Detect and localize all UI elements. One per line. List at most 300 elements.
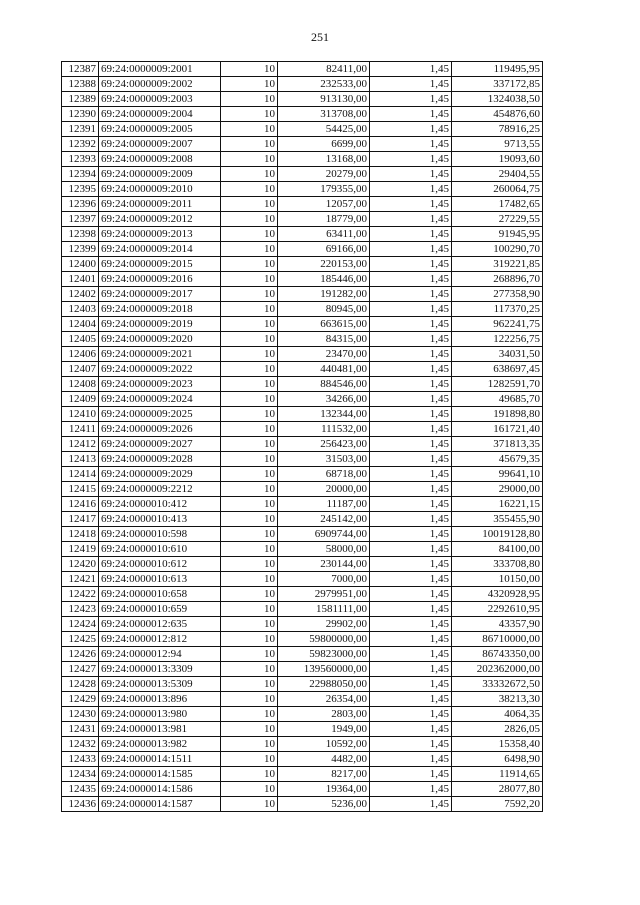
table-row: [62, 152, 543, 167]
row-number-cell: 12414: [62, 467, 99, 482]
coefficient-cell: 1,45: [370, 392, 452, 407]
base-value-cell: 18779,00: [278, 212, 370, 227]
result-value-cell: 268896,70: [452, 272, 543, 287]
category-cell: 10: [221, 587, 278, 602]
row-number-cell: 12391: [62, 122, 99, 137]
table-row: [62, 632, 543, 647]
category-cell: 10: [221, 167, 278, 182]
coefficient-cell: 1,45: [370, 317, 452, 332]
table-row: [62, 707, 543, 722]
coefficient-cell: 1,45: [370, 467, 452, 482]
cadastral-value-table: [61, 61, 543, 812]
table-row: [62, 287, 543, 302]
row-number-cell: 12390: [62, 107, 99, 122]
cadastral-number-cell: 69:24:0000009:2013: [99, 227, 221, 242]
result-value-cell: 277358,90: [452, 287, 543, 302]
base-value-cell: 232533,00: [278, 77, 370, 92]
base-value-cell: 132344,00: [278, 407, 370, 422]
row-number-cell: 12426: [62, 647, 99, 662]
coefficient-cell: 1,45: [370, 302, 452, 317]
coefficient-cell: 1,45: [370, 407, 452, 422]
result-value-cell: 7592,20: [452, 797, 543, 812]
row-number-cell: 12434: [62, 767, 99, 782]
base-value-cell: 63411,00: [278, 227, 370, 242]
table-row: [62, 737, 543, 752]
base-value-cell: 26354,00: [278, 692, 370, 707]
row-number-cell: 12410: [62, 407, 99, 422]
cadastral-number-cell: 69:24:0000009:2015: [99, 257, 221, 272]
result-value-cell: 19093,60: [452, 152, 543, 167]
category-cell: 10: [221, 767, 278, 782]
row-number-cell: 12417: [62, 512, 99, 527]
cadastral-number-cell: 69:24:0000009:2004: [99, 107, 221, 122]
base-value-cell: 20000,00: [278, 482, 370, 497]
row-number-cell: 12397: [62, 212, 99, 227]
table-row: [62, 362, 543, 377]
category-cell: 10: [221, 107, 278, 122]
category-cell: 10: [221, 362, 278, 377]
row-number-cell: 12420: [62, 557, 99, 572]
base-value-cell: 84315,00: [278, 332, 370, 347]
category-cell: 10: [221, 752, 278, 767]
cadastral-number-cell: 69:24:0000009:2027: [99, 437, 221, 452]
result-value-cell: 17482,65: [452, 197, 543, 212]
page-number: 251: [311, 30, 329, 44]
category-cell: 10: [221, 407, 278, 422]
row-number-cell: 12394: [62, 167, 99, 182]
category-cell: 10: [221, 77, 278, 92]
coefficient-cell: 1,45: [370, 572, 452, 587]
table-row: [62, 422, 543, 437]
table-row: [62, 167, 543, 182]
base-value-cell: 191282,00: [278, 287, 370, 302]
category-cell: 10: [221, 557, 278, 572]
result-value-cell: 86710000,00: [452, 632, 543, 647]
category-cell: 10: [221, 182, 278, 197]
row-number-cell: 12428: [62, 677, 99, 692]
base-value-cell: 111532,00: [278, 422, 370, 437]
base-value-cell: 59823000,00: [278, 647, 370, 662]
result-value-cell: 29404,55: [452, 167, 543, 182]
base-value-cell: 8217,00: [278, 767, 370, 782]
result-value-cell: 191898,80: [452, 407, 543, 422]
table-row: [62, 62, 543, 77]
coefficient-cell: 1,45: [370, 377, 452, 392]
base-value-cell: 230144,00: [278, 557, 370, 572]
coefficient-cell: 1,45: [370, 512, 452, 527]
result-value-cell: 33332672,50: [452, 677, 543, 692]
cadastral-number-cell: 69:24:0000009:2001: [99, 62, 221, 77]
cadastral-number-cell: 69:24:0000013:5309: [99, 677, 221, 692]
cadastral-number-cell: 69:24:0000012:812: [99, 632, 221, 647]
cadastral-number-cell: 69:24:0000009:2026: [99, 422, 221, 437]
row-number-cell: 12388: [62, 77, 99, 92]
result-value-cell: 34031,50: [452, 347, 543, 362]
row-number-cell: 12387: [62, 62, 99, 77]
cadastral-number-cell: 69:24:0000009:2005: [99, 122, 221, 137]
cadastral-number-cell: 69:24:0000009:2021: [99, 347, 221, 362]
base-value-cell: 80945,00: [278, 302, 370, 317]
table-row: [62, 467, 543, 482]
row-number-cell: 12393: [62, 152, 99, 167]
result-value-cell: 29000,00: [452, 482, 543, 497]
result-value-cell: 2826,05: [452, 722, 543, 737]
cadastral-number-cell: 69:24:0000009:2028: [99, 452, 221, 467]
result-value-cell: 638697,45: [452, 362, 543, 377]
coefficient-cell: 1,45: [370, 692, 452, 707]
category-cell: 10: [221, 242, 278, 257]
base-value-cell: 13168,00: [278, 152, 370, 167]
table-row: [62, 317, 543, 332]
base-value-cell: 11187,00: [278, 497, 370, 512]
coefficient-cell: 1,45: [370, 62, 452, 77]
base-value-cell: 139560000,00: [278, 662, 370, 677]
table-row: [62, 587, 543, 602]
coefficient-cell: 1,45: [370, 437, 452, 452]
table-row: [62, 542, 543, 557]
result-value-cell: 10150,00: [452, 572, 543, 587]
coefficient-cell: 1,45: [370, 77, 452, 92]
base-value-cell: 313708,00: [278, 107, 370, 122]
coefficient-cell: 1,45: [370, 527, 452, 542]
table-row: [62, 407, 543, 422]
row-number-cell: 12421: [62, 572, 99, 587]
base-value-cell: 1581111,00: [278, 602, 370, 617]
cadastral-number-cell: 69:24:0000009:2010: [99, 182, 221, 197]
coefficient-cell: 1,45: [370, 677, 452, 692]
row-number-cell: 12412: [62, 437, 99, 452]
category-cell: 10: [221, 317, 278, 332]
cadastral-number-cell: 69:24:0000009:2012: [99, 212, 221, 227]
coefficient-cell: 1,45: [370, 587, 452, 602]
category-cell: 10: [221, 287, 278, 302]
result-value-cell: 260064,75: [452, 182, 543, 197]
table-row: [62, 662, 543, 677]
coefficient-cell: 1,45: [370, 242, 452, 257]
table-row: [62, 557, 543, 572]
base-value-cell: 82411,00: [278, 62, 370, 77]
base-value-cell: 12057,00: [278, 197, 370, 212]
base-value-cell: 220153,00: [278, 257, 370, 272]
result-value-cell: 78916,25: [452, 122, 543, 137]
cadastral-number-cell: 69:24:0000010:658: [99, 587, 221, 602]
cadastral-number-cell: 69:24:0000009:2016: [99, 272, 221, 287]
base-value-cell: 23470,00: [278, 347, 370, 362]
table-row: [62, 752, 543, 767]
cadastral-number-cell: 69:24:0000009:2017: [99, 287, 221, 302]
cadastral-number-cell: 69:24:0000010:413: [99, 512, 221, 527]
coefficient-cell: 1,45: [370, 647, 452, 662]
table-row: [62, 377, 543, 392]
result-value-cell: 454876,60: [452, 107, 543, 122]
result-value-cell: 49685,70: [452, 392, 543, 407]
category-cell: 10: [221, 62, 278, 77]
category-cell: 10: [221, 602, 278, 617]
coefficient-cell: 1,45: [370, 722, 452, 737]
result-value-cell: 43357,90: [452, 617, 543, 632]
category-cell: 10: [221, 722, 278, 737]
coefficient-cell: 1,45: [370, 212, 452, 227]
result-value-cell: 319221,85: [452, 257, 543, 272]
row-number-cell: 12392: [62, 137, 99, 152]
coefficient-cell: 1,45: [370, 767, 452, 782]
coefficient-cell: 1,45: [370, 452, 452, 467]
row-number-cell: 12405: [62, 332, 99, 347]
base-value-cell: 4482,00: [278, 752, 370, 767]
table-row: [62, 122, 543, 137]
category-cell: 10: [221, 572, 278, 587]
category-cell: 10: [221, 377, 278, 392]
table-row: [62, 512, 543, 527]
coefficient-cell: 1,45: [370, 422, 452, 437]
cadastral-number-cell: 69:24:0000009:2007: [99, 137, 221, 152]
table-row: [62, 302, 543, 317]
row-number-cell: 12427: [62, 662, 99, 677]
category-cell: 10: [221, 152, 278, 167]
category-cell: 10: [221, 737, 278, 752]
base-value-cell: 884546,00: [278, 377, 370, 392]
coefficient-cell: 1,45: [370, 332, 452, 347]
base-value-cell: 256423,00: [278, 437, 370, 452]
coefficient-cell: 1,45: [370, 797, 452, 812]
row-number-cell: 12406: [62, 347, 99, 362]
cadastral-number-cell: 69:24:0000009:2022: [99, 362, 221, 377]
result-value-cell: 355455,90: [452, 512, 543, 527]
cadastral-number-cell: 69:24:0000014:1511: [99, 752, 221, 767]
table-row: [62, 92, 543, 107]
table-row: [62, 212, 543, 227]
result-value-cell: 91945,95: [452, 227, 543, 242]
cadastral-number-cell: 69:24:0000013:980: [99, 707, 221, 722]
coefficient-cell: 1,45: [370, 107, 452, 122]
result-value-cell: 45679,35: [452, 452, 543, 467]
category-cell: 10: [221, 302, 278, 317]
table-row: [62, 392, 543, 407]
base-value-cell: 29902,00: [278, 617, 370, 632]
cadastral-number-cell: 69:24:0000009:2020: [99, 332, 221, 347]
cadastral-number-cell: 69:24:0000010:610: [99, 542, 221, 557]
category-cell: 10: [221, 497, 278, 512]
category-cell: 10: [221, 662, 278, 677]
table-row: [62, 482, 543, 497]
base-value-cell: 245142,00: [278, 512, 370, 527]
row-number-cell: 12403: [62, 302, 99, 317]
row-number-cell: 12404: [62, 317, 99, 332]
row-number-cell: 12435: [62, 782, 99, 797]
row-number-cell: 12433: [62, 752, 99, 767]
table-row: [62, 257, 543, 272]
base-value-cell: 440481,00: [278, 362, 370, 377]
result-value-cell: 371813,35: [452, 437, 543, 452]
category-cell: 10: [221, 92, 278, 107]
cadastral-number-cell: 69:24:0000009:2009: [99, 167, 221, 182]
table-row: [62, 242, 543, 257]
base-value-cell: 6909744,00: [278, 527, 370, 542]
coefficient-cell: 1,45: [370, 482, 452, 497]
cadastral-number-cell: 69:24:0000009:2025: [99, 407, 221, 422]
category-cell: 10: [221, 452, 278, 467]
base-value-cell: 31503,00: [278, 452, 370, 467]
result-value-cell: 2292610,95: [452, 602, 543, 617]
category-cell: 10: [221, 212, 278, 227]
coefficient-cell: 1,45: [370, 122, 452, 137]
row-number-cell: 12395: [62, 182, 99, 197]
base-value-cell: 68718,00: [278, 467, 370, 482]
base-value-cell: 2979951,00: [278, 587, 370, 602]
result-value-cell: 4320928,95: [452, 587, 543, 602]
category-cell: 10: [221, 542, 278, 557]
table-row: [62, 572, 543, 587]
table-row: [62, 182, 543, 197]
result-value-cell: 11914,65: [452, 767, 543, 782]
result-value-cell: 6498,90: [452, 752, 543, 767]
category-cell: 10: [221, 272, 278, 287]
row-number-cell: 12399: [62, 242, 99, 257]
category-cell: 10: [221, 467, 278, 482]
row-number-cell: 12409: [62, 392, 99, 407]
coefficient-cell: 1,45: [370, 92, 452, 107]
row-number-cell: 12429: [62, 692, 99, 707]
base-value-cell: 54425,00: [278, 122, 370, 137]
row-number-cell: 12401: [62, 272, 99, 287]
coefficient-cell: 1,45: [370, 257, 452, 272]
coefficient-cell: 1,45: [370, 347, 452, 362]
row-number-cell: 12398: [62, 227, 99, 242]
coefficient-cell: 1,45: [370, 782, 452, 797]
base-value-cell: 185446,00: [278, 272, 370, 287]
cadastral-number-cell: 69:24:0000009:2003: [99, 92, 221, 107]
coefficient-cell: 1,45: [370, 662, 452, 677]
coefficient-cell: 1,45: [370, 632, 452, 647]
base-value-cell: 5236,00: [278, 797, 370, 812]
result-value-cell: 117370,25: [452, 302, 543, 317]
result-value-cell: 161721,40: [452, 422, 543, 437]
row-number-cell: 12415: [62, 482, 99, 497]
table-row: [62, 722, 543, 737]
row-number-cell: 12418: [62, 527, 99, 542]
result-value-cell: 122256,75: [452, 332, 543, 347]
table-row: [62, 332, 543, 347]
cadastral-number-cell: 69:24:0000009:2018: [99, 302, 221, 317]
category-cell: 10: [221, 527, 278, 542]
cadastral-number-cell: 69:24:0000013:981: [99, 722, 221, 737]
category-cell: 10: [221, 707, 278, 722]
result-value-cell: 86743350,00: [452, 647, 543, 662]
row-number-cell: 12432: [62, 737, 99, 752]
coefficient-cell: 1,45: [370, 182, 452, 197]
base-value-cell: 10592,00: [278, 737, 370, 752]
category-cell: 10: [221, 392, 278, 407]
cadastral-number-cell: 69:24:0000013:3309: [99, 662, 221, 677]
category-cell: 10: [221, 632, 278, 647]
result-value-cell: 16221,15: [452, 497, 543, 512]
base-value-cell: 34266,00: [278, 392, 370, 407]
coefficient-cell: 1,45: [370, 602, 452, 617]
base-value-cell: 69166,00: [278, 242, 370, 257]
table-row: [62, 272, 543, 287]
cadastral-number-cell: 69:24:0000009:2019: [99, 317, 221, 332]
table-row: [62, 692, 543, 707]
table-row: [62, 677, 543, 692]
cadastral-number-cell: 69:24:0000010:613: [99, 572, 221, 587]
coefficient-cell: 1,45: [370, 737, 452, 752]
table-row: [62, 782, 543, 797]
result-value-cell: 15358,40: [452, 737, 543, 752]
base-value-cell: 663615,00: [278, 317, 370, 332]
table-row: [62, 602, 543, 617]
row-number-cell: 12425: [62, 632, 99, 647]
cadastral-number-cell: 69:24:0000014:1586: [99, 782, 221, 797]
row-number-cell: 12430: [62, 707, 99, 722]
coefficient-cell: 1,45: [370, 752, 452, 767]
row-number-cell: 12400: [62, 257, 99, 272]
row-number-cell: 12431: [62, 722, 99, 737]
cadastral-number-cell: 69:24:0000009:2014: [99, 242, 221, 257]
category-cell: 10: [221, 647, 278, 662]
table-row: [62, 227, 543, 242]
cadastral-number-cell: 69:24:0000013:896: [99, 692, 221, 707]
row-number-cell: 12424: [62, 617, 99, 632]
cadastral-number-cell: 69:24:0000009:2011: [99, 197, 221, 212]
base-value-cell: 913130,00: [278, 92, 370, 107]
table-row: [62, 767, 543, 782]
table-row: [62, 452, 543, 467]
coefficient-cell: 1,45: [370, 272, 452, 287]
cadastral-number-cell: 69:24:0000009:2002: [99, 77, 221, 92]
row-number-cell: 12402: [62, 287, 99, 302]
category-cell: 10: [221, 617, 278, 632]
cadastral-number-cell: 69:24:0000009:2023: [99, 377, 221, 392]
category-cell: 10: [221, 257, 278, 272]
coefficient-cell: 1,45: [370, 557, 452, 572]
coefficient-cell: 1,45: [370, 227, 452, 242]
coefficient-cell: 1,45: [370, 707, 452, 722]
row-number-cell: 12419: [62, 542, 99, 557]
table-row: [62, 797, 543, 812]
result-value-cell: 38213,30: [452, 692, 543, 707]
coefficient-cell: 1,45: [370, 617, 452, 632]
coefficient-cell: 1,45: [370, 197, 452, 212]
row-number-cell: 12413: [62, 452, 99, 467]
table-row: [62, 347, 543, 362]
coefficient-cell: 1,45: [370, 542, 452, 557]
category-cell: 10: [221, 512, 278, 527]
base-value-cell: 6699,00: [278, 137, 370, 152]
result-value-cell: 1324038,50: [452, 92, 543, 107]
result-value-cell: 84100,00: [452, 542, 543, 557]
cadastral-number-cell: 69:24:0000012:635: [99, 617, 221, 632]
cadastral-number-cell: 69:24:0000010:412: [99, 497, 221, 512]
category-cell: 10: [221, 347, 278, 362]
cadastral-number-cell: 69:24:0000009:2024: [99, 392, 221, 407]
category-cell: 10: [221, 797, 278, 812]
cadastral-number-cell: 69:24:0000009:2212: [99, 482, 221, 497]
category-cell: 10: [221, 227, 278, 242]
result-value-cell: 337172,85: [452, 77, 543, 92]
table-body: [62, 62, 543, 812]
category-cell: 10: [221, 782, 278, 797]
coefficient-cell: 1,45: [370, 287, 452, 302]
base-value-cell: 22988050,00: [278, 677, 370, 692]
table-row: [62, 107, 543, 122]
category-cell: 10: [221, 122, 278, 137]
table-row: [62, 617, 543, 632]
category-cell: 10: [221, 692, 278, 707]
base-value-cell: 1949,00: [278, 722, 370, 737]
result-value-cell: 27229,55: [452, 212, 543, 227]
result-value-cell: 202362000,00: [452, 662, 543, 677]
result-value-cell: 1282591,70: [452, 377, 543, 392]
